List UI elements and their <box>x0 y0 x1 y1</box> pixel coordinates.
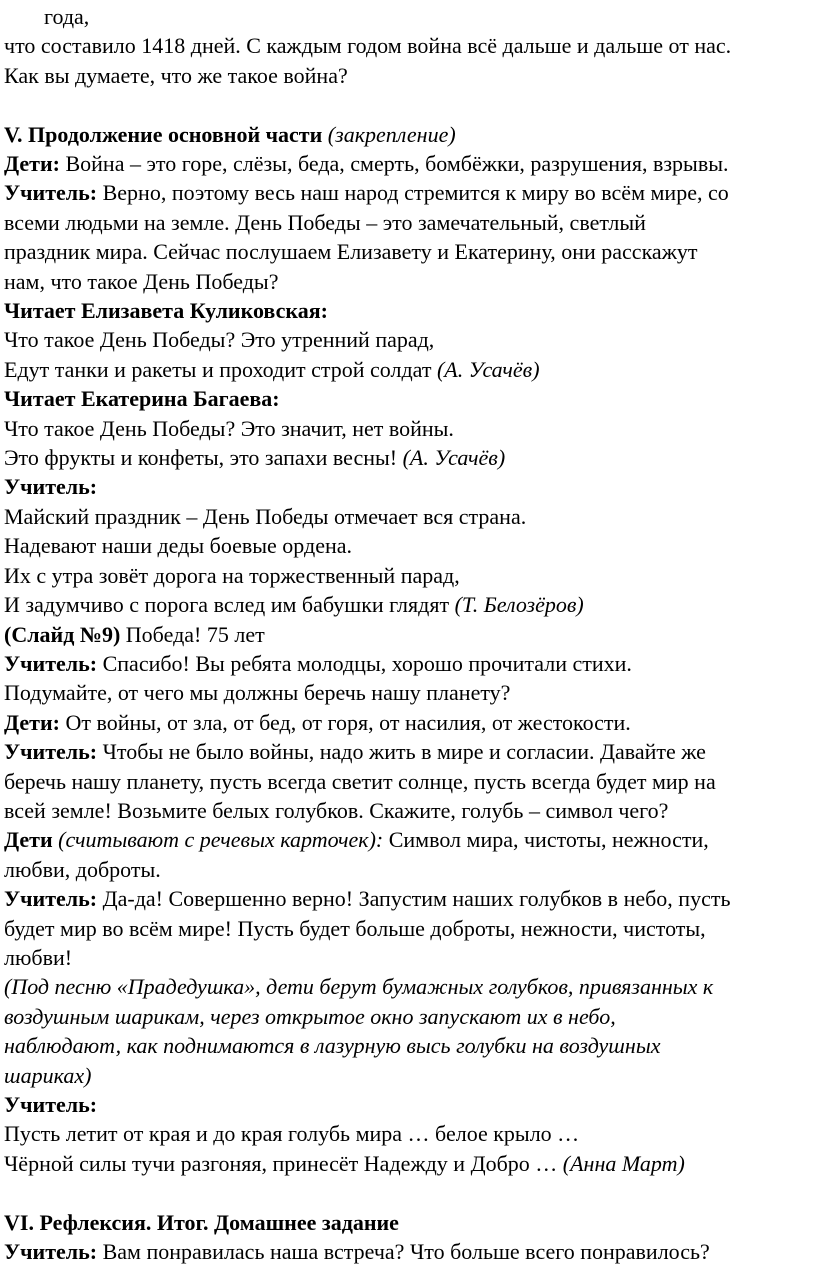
blank-line <box>4 1178 816 1207</box>
speaker-line: Дети: Война – это горе, слёзы, беда, смерть, бомбёжки, разрушения, взрывы. <box>4 151 729 177</box>
poem-line: Пусть летит от края и до края голубь мира … белое крыло … <box>4 1121 580 1147</box>
poem-line: Едут танки и ракеты и проходит строй солдат (А. Усачёв) <box>4 356 540 382</box>
section-heading: V. Продолжение основной части (закрепление) <box>4 121 456 147</box>
speaker-line: Дети: От войны, от зла, от бед, от горя, от насилия, от жестокости. <box>4 709 631 735</box>
poem-line: Что такое День Победы? Это значит, нет войны. <box>4 415 454 441</box>
text-line: любви! <box>4 944 73 970</box>
text-line: Подумайте, от чего мы должны беречь нашу планету? <box>4 680 511 706</box>
poem-line: Их с утра зовёт дорога на торжественный парад, <box>4 562 460 588</box>
stage-direction: шариках) <box>4 1062 92 1088</box>
text-line: праздник мира. Сейчас послушаем Елизавету и Екатерину, они расскажут <box>4 239 698 265</box>
text-line: года, <box>44 4 90 29</box>
slide-line: (Слайд №9) Победа! 75 лет <box>4 621 265 647</box>
speaker-line: Учитель: Да-да! Совершенно верно! Запустим наших голубков в небо, пусть <box>4 886 731 912</box>
speaker-line: Учитель: Спасибо! Вы ребята молодцы, хорошо прочитали стихи. <box>4 650 632 676</box>
poem-line: Что такое День Победы? Это утренний парад, <box>4 327 435 353</box>
text-line: что составило 1418 дней. С каждым годом война всё дальше и дальше от нас. <box>4 33 732 59</box>
poem-line: И задумчиво с порога вслед им бабушки глядят (Т. Белозёров) <box>4 592 584 618</box>
poem-line: Надевают наши деды боевые ордена. <box>4 533 352 559</box>
section-heading: VI. Рефлексия. Итог. Домашнее задание <box>4 1209 399 1235</box>
text-line: нам, что такое День Победы? <box>4 268 279 294</box>
stage-direction: наблюдают, как поднимаются в лазурную высь голубки на воздушных <box>4 1033 661 1059</box>
poem-line: Чёрной силы тучи разгоняя, принесёт Надежду и Добро … (Анна Март) <box>4 1150 685 1176</box>
stage-direction: воздушным шарикам, через открытое окно запускают их в небо, <box>4 1003 616 1029</box>
poem-line: Это фрукты и конфеты, это запахи весны! (А. Усачёв) <box>4 445 506 471</box>
speaker-line: Дети (считывают с речевых карточек): Символ мира, чистоты, нежности, <box>4 827 709 853</box>
poem-line: Майский праздник – День Победы отмечает вся страна. <box>4 503 527 529</box>
text-line: беречь нашу планету, пусть всегда светит солнце, пусть всегда будет мир на <box>4 768 716 794</box>
blank-line <box>4 90 816 119</box>
speaker-line: Учитель: Верно, поэтому весь наш народ стремится к миру во всём мире, со <box>4 180 729 206</box>
speaker-heading: Учитель: <box>4 1092 98 1118</box>
speaker-line: Учитель: Вам понравилась наша встреча? Что больше всего понравилось? <box>4 1239 710 1265</box>
reader-heading: Читает Екатерина Багаева: <box>4 386 280 412</box>
stage-direction: (Под песню «Прадедушка», дети берут бумажных голубков, привязанных к <box>4 974 714 1000</box>
reader-heading: Читает Елизавета Куликовская: <box>4 298 328 324</box>
text-line: любви, доброты. <box>4 856 161 882</box>
speaker-heading: Учитель: <box>4 474 98 500</box>
speaker-line: Учитель: Чтобы не было войны, надо жить в мире и согласии. Давайте же <box>4 739 706 765</box>
text-line: будет мир во всём мире! Пусть будет больше доброты, нежности, чистоты, <box>4 915 706 941</box>
text-line: всей земле! Возьмите белых голубков. Скажите, голубь – символ чего? <box>4 797 669 823</box>
text-line: Как вы думаете, что же такое война? <box>4 62 348 88</box>
text-line: всеми людьми на земле. День Победы – это замечательный, светлый <box>4 209 646 235</box>
